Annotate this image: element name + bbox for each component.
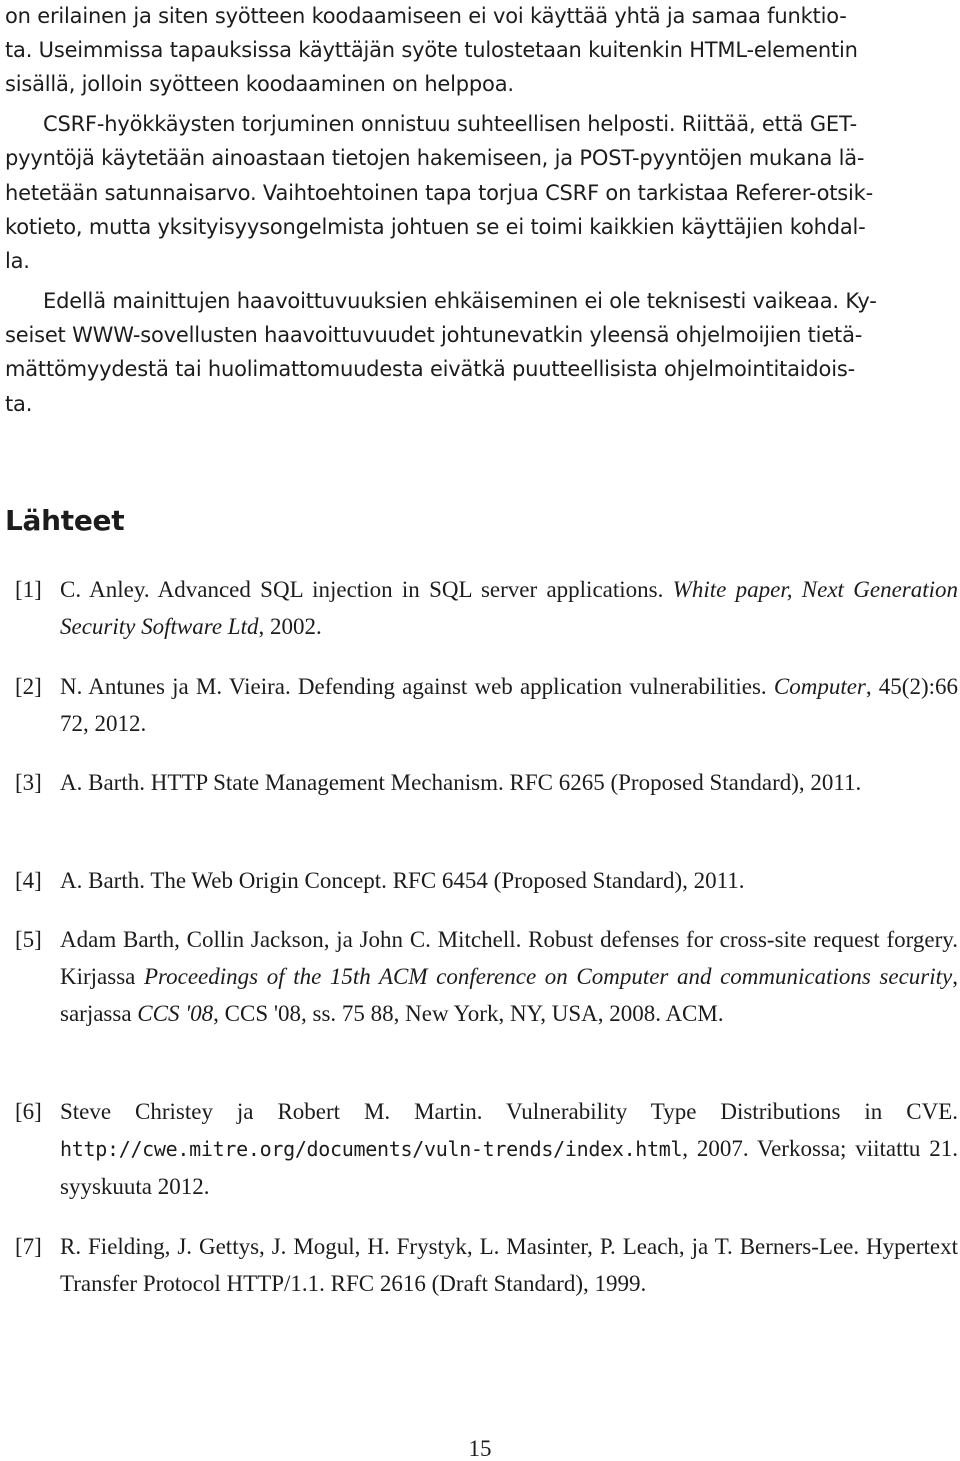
reference-title: Vulnerability Type Distributions in CVE.	[506, 1099, 958, 1124]
reference-title: Robust defenses for cross-site request forgery.	[528, 927, 958, 952]
reference-title: Advanced SQL injection in SQL server applications.	[157, 577, 664, 602]
reference-number: [4]	[15, 868, 42, 893]
reference-tail: , 45(2):66 72, 2012.	[60, 674, 959, 736]
body-line: la.	[5, 249, 30, 273]
reference-body	[60, 921, 958, 1032]
reference-authors: A. Barth.	[60, 868, 145, 893]
reference-number: [3]	[15, 770, 42, 795]
body-line: pyyntöjä käytetään ainoastaan tietojen hakemiseen, ja POST-pyyntöjen mukana lä-	[5, 146, 865, 170]
reference-authors: Steve Christey ja Robert M. Martin.	[60, 1099, 483, 1124]
reference-title: The Web Origin Concept.	[150, 868, 387, 893]
reference-body	[60, 862, 958, 899]
body-line: ta. Useimmissa tapauksissa käyttäjän syöte tulostetaan kuitenkin HTML-elementin	[5, 38, 858, 62]
reference-body	[60, 764, 958, 801]
reference-authors: R. Fielding, J. Gettys, J. Mogul, H. Frystyk, L. Masinter, P. Leach, ja T. Berners-Lee.	[60, 1234, 860, 1259]
reference-series: CCS '08	[137, 1001, 214, 1026]
reference-authors: Adam Barth, Collin Jackson, ja John C. Mitchell.	[60, 927, 522, 952]
body-line: sisällä, jolloin syötteen koodaaminen on helppoa.	[5, 72, 514, 96]
reference-number: [1]	[15, 577, 42, 602]
reference-body	[60, 668, 958, 742]
body-line: Edellä mainittujen haavoittuvuuksien ehkäiseminen ei ole teknisesti vaikeaa. Ky-	[43, 289, 877, 313]
reference-tail: , 2007. Verkossa; viitattu 21. syyskuuta 2012.	[60, 1136, 958, 1199]
body-line: on erilainen ja siten syötteen koodaamiseen ei voi käyttää yhtä ja samaa funktio-	[5, 4, 847, 28]
reference-tail: RFC 6265 (Proposed Standard), 2011.	[509, 770, 862, 795]
body-line: kotieto, mutta yksityisyysongelmista johtuen se ei toimi kaikkien käyttäjien kohdal-	[5, 215, 866, 239]
body-line: mättömyydestä tai huolimattomuudesta eivätkä puutteellisista ohjelmointitaidois-	[5, 357, 855, 381]
body-line: ta.	[5, 392, 33, 416]
body-line: hetetään satunnaisarvo. Vaihtoehtoinen tapa torjua CSRF on tarkistaa Referer-otsik-	[5, 181, 874, 205]
reference-body	[60, 1093, 958, 1205]
reference-title: Defending against web application vulnerabilities.	[297, 674, 767, 699]
reference-number: [6]	[15, 1099, 42, 1124]
reference-url-link[interactable]: http://cwe.mitre.org/documents/vuln-trends/index.html	[60, 1137, 683, 1161]
reference-number: [7]	[15, 1234, 42, 1259]
body-line: CSRF-hyökkäysten torjuminen onnistuu suhteellisen helposti. Riittää, että GET-	[43, 112, 858, 136]
section-title: Lähteet	[5, 504, 125, 537]
reference-body	[60, 571, 958, 645]
reference-body	[60, 1228, 958, 1302]
reference-series-label: , sarjassa	[60, 964, 958, 1026]
reference-prefix: Kirjassa	[60, 964, 136, 989]
reference-venue: Computer	[773, 674, 866, 699]
reference-venue: White paper, Next Generation Security Software Ltd	[60, 577, 959, 639]
reference-venue: Proceedings of the 15th ACM conference on Computer and communications security	[143, 964, 953, 989]
reference-tail: , CCS '08, ss. 75 88, New York, NY, USA, 2008. ACM.	[213, 1001, 724, 1026]
page-number: 15	[468, 1436, 492, 1461]
body-line: seiset WWW-sovellusten haavoittuvuudet johtunevatkin yleensä ohjelmoijien tietä-	[5, 323, 863, 347]
reference-tail: , 2002.	[258, 614, 322, 639]
reference-title: Hypertext Transfer Protocol HTTP/1.1.	[60, 1234, 959, 1296]
reference-number: [2]	[15, 674, 42, 699]
reference-authors: C. Anley.	[60, 577, 150, 602]
reference-authors: A. Barth.	[60, 770, 145, 795]
reference-tail: RFC 2616 (Draft Standard), 1999.	[330, 1271, 647, 1296]
reference-tail: RFC 6454 (Proposed Standard), 2011.	[392, 868, 745, 893]
reference-number: [5]	[15, 927, 42, 952]
reference-title: HTTP State Management Mechanism.	[150, 770, 504, 795]
reference-authors: N. Antunes ja M. Vieira.	[60, 674, 291, 699]
